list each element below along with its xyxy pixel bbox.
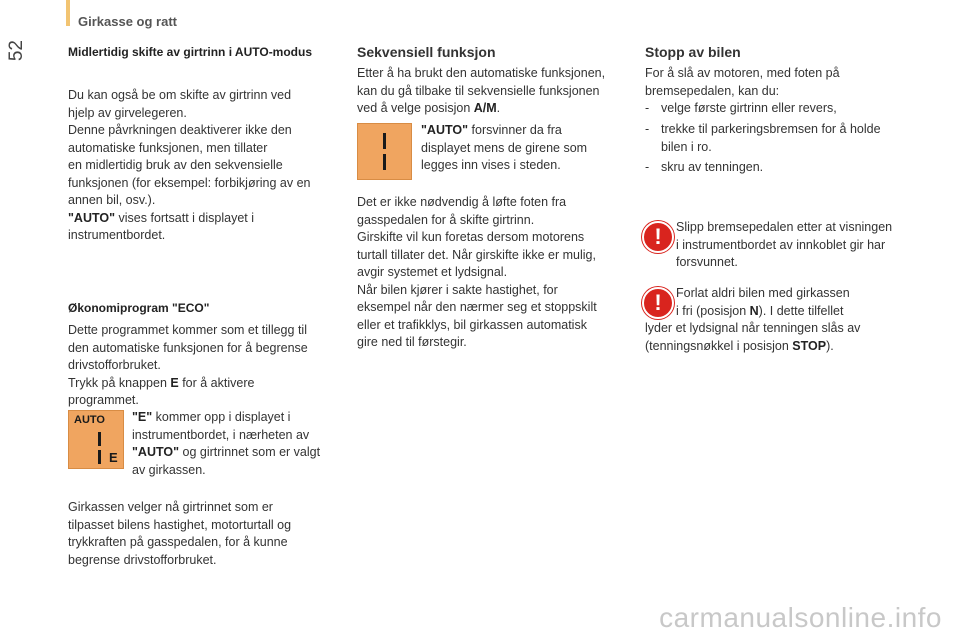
text-line: legges inn vises i steden. [421, 158, 561, 172]
text-line: Girkassen velger nå girtrinnet som er [68, 500, 273, 514]
text-span: i fri (posisjon [676, 303, 750, 318]
text-line: eller et trafikklys, bil girkassen automatisk [357, 317, 587, 332]
col3-warning1 [676, 219, 926, 272]
page-number: 52 [6, 40, 27, 62]
text-line: skru av tenningen. [661, 160, 764, 174]
warning-icon: ! [642, 221, 674, 253]
text-line [132, 444, 347, 462]
text-line: bremsepedalen, kan du: [645, 83, 780, 98]
text-line: en midlertidig bruk av den sekvensielle [68, 158, 283, 172]
display-auto-label: AUTO [74, 414, 105, 426]
watermark: carmanualsonline.info [659, 602, 942, 633]
text-line [357, 100, 637, 118]
col3-bullet-list [645, 121, 915, 156]
list-item [645, 100, 915, 118]
auto-label: "AUTO" [421, 123, 469, 137]
heading-eco: Økonomiprogram "ECO" [68, 301, 210, 315]
col3-intro [645, 65, 915, 100]
text-line [676, 303, 926, 321]
display-auto-e-icon [68, 410, 124, 469]
display-e-label: E [109, 450, 118, 465]
col3-bullet-list [645, 100, 915, 118]
text-span: kommer opp i displayet i [152, 410, 291, 424]
text-line: lyder et lydsignal når tenningen slås av [645, 321, 861, 335]
e-label: "E" [132, 410, 153, 424]
am-label: A/M [473, 101, 497, 115]
text-line: instrumentbordet. [68, 228, 166, 242]
text-line: trekke til parkeringsbremsen for å holde [661, 122, 881, 136]
gear-bar-icon [383, 154, 386, 170]
gear-bar-icon [98, 450, 101, 464]
list-item [645, 159, 915, 177]
text-line: forsvunnet. [676, 255, 738, 269]
list-item [645, 121, 915, 156]
text-line: For å slå av motoren, med foten på [645, 66, 840, 80]
text-line: displayet mens de girene som [421, 140, 588, 155]
text-span: ved å velge posisjon [357, 101, 474, 115]
text-line: gire ned til førstegir. [357, 335, 467, 349]
text-line: Denne påvrkningen deaktiverer ikke den [68, 123, 292, 137]
gear-bar-icon [383, 133, 386, 149]
auto-label: "AUTO" [132, 445, 180, 459]
heading-temporary-shift: Midlertidig skifte av girtrinn i AUTO-modus [68, 45, 313, 59]
col3-warning2-bottom [645, 320, 925, 355]
text-line: velge første girtrinn eller revers, [661, 101, 837, 115]
text-span: forsvinner da fra [468, 123, 562, 137]
text-line [132, 409, 347, 427]
text-line [68, 375, 343, 393]
text-span: ). I dette tilfellet [758, 303, 844, 318]
text-line: hjelp av girvelegeren. [68, 105, 187, 120]
text-line: turtall tillater det. Når girskifte ikke er mulig, [357, 247, 596, 262]
heading-sequential: Sekvensiell funksjon [357, 44, 496, 60]
text-line [645, 338, 925, 356]
display-sequential-icon [357, 123, 412, 180]
text-line: eksempel når den nærmer seg et stoppskilt [357, 300, 597, 314]
col2-body [357, 194, 637, 352]
text-span: og girtrinnet som er valgt [179, 445, 321, 459]
text-span: for å aktivere [178, 375, 255, 390]
text-line: instrumentbordet, i nærheten av [132, 427, 310, 442]
bullet-dash: - [645, 122, 650, 136]
auto-label: "AUTO" [68, 210, 116, 225]
text-line: annen bil, osv.). [68, 193, 156, 207]
text-line: Slipp bremsepedalen etter at visningen [676, 220, 893, 234]
text-line: programmet. [68, 393, 139, 407]
bullet-dash: - [645, 160, 650, 174]
text-line: funksjonen (for eksempel: forbikjøring av en [68, 175, 311, 190]
section-accent-bar [66, 0, 70, 26]
col1-e-para [132, 409, 347, 479]
section-title: Girkasse og ratt [78, 14, 177, 29]
n-label: N [749, 303, 759, 318]
e-key: E [170, 375, 179, 390]
col1-eco-para [68, 322, 343, 410]
text-line: kan du gå tilbake til sekvensielle funksjonen [357, 83, 600, 98]
text-span: . [496, 101, 501, 115]
col2-auto-para [421, 122, 631, 175]
text-line [68, 210, 343, 228]
text-span: ). [826, 338, 834, 353]
text-line: drivstofforbruket. [68, 358, 161, 372]
text-line: Dette programmet kommer som et tillegg til [68, 323, 307, 337]
text-line [421, 122, 631, 140]
text-line: avgir systemet et lydsignal. [357, 265, 508, 279]
text-line: av girkassen. [132, 462, 206, 477]
col3-warning2-top [676, 285, 926, 320]
text-line: trykkraften på gasspedalen, for å kunne [68, 535, 288, 549]
text-line: Det er ikke nødvendig å løfte foten fra [357, 195, 567, 209]
text-line: begrense drivstofforbruket. [68, 552, 217, 567]
text-line: gasspedalen for å skifte girtrinn. [357, 212, 535, 227]
text-line: Girskifte vil kun foretas dersom motorens [357, 230, 585, 244]
text-line: bilen i ro. [661, 139, 712, 154]
text-line: den automatiske funksjonen for å begrense [68, 340, 308, 355]
text-line: Du kan også be om skifte av girtrinn ved [68, 88, 292, 102]
text-line: tilpasset bilens hastighet, motorturtall og [68, 517, 292, 532]
text-line: Etter å ha brukt den automatiske funksjonen, [357, 66, 606, 80]
text-line: Forlat aldri bilen med girkassen [676, 286, 850, 300]
gear-bar-icon [98, 432, 101, 446]
bullet-dash: - [645, 101, 650, 115]
heading-stop: Stopp av bilen [645, 44, 741, 60]
col2-intro [357, 65, 637, 118]
text-line: i instrumentbordet av innkoblet gir har [676, 237, 886, 252]
col1-para1 [68, 87, 343, 245]
text-line: Når bilen kjører i sakte hastighet, for [357, 282, 558, 297]
col1-final-para [68, 499, 343, 569]
text-span: Trykk på knappen [68, 375, 171, 390]
stop-label: STOP [792, 338, 827, 353]
col3-bullet-list [645, 159, 915, 177]
text-span: vises fortsatt i displayet i [115, 210, 254, 225]
text-span: (tenningsnøkkel i posisjon [645, 338, 793, 353]
warning-icon: ! [642, 287, 674, 319]
text-line: automatiske funksjonen, men tillater [68, 140, 268, 155]
